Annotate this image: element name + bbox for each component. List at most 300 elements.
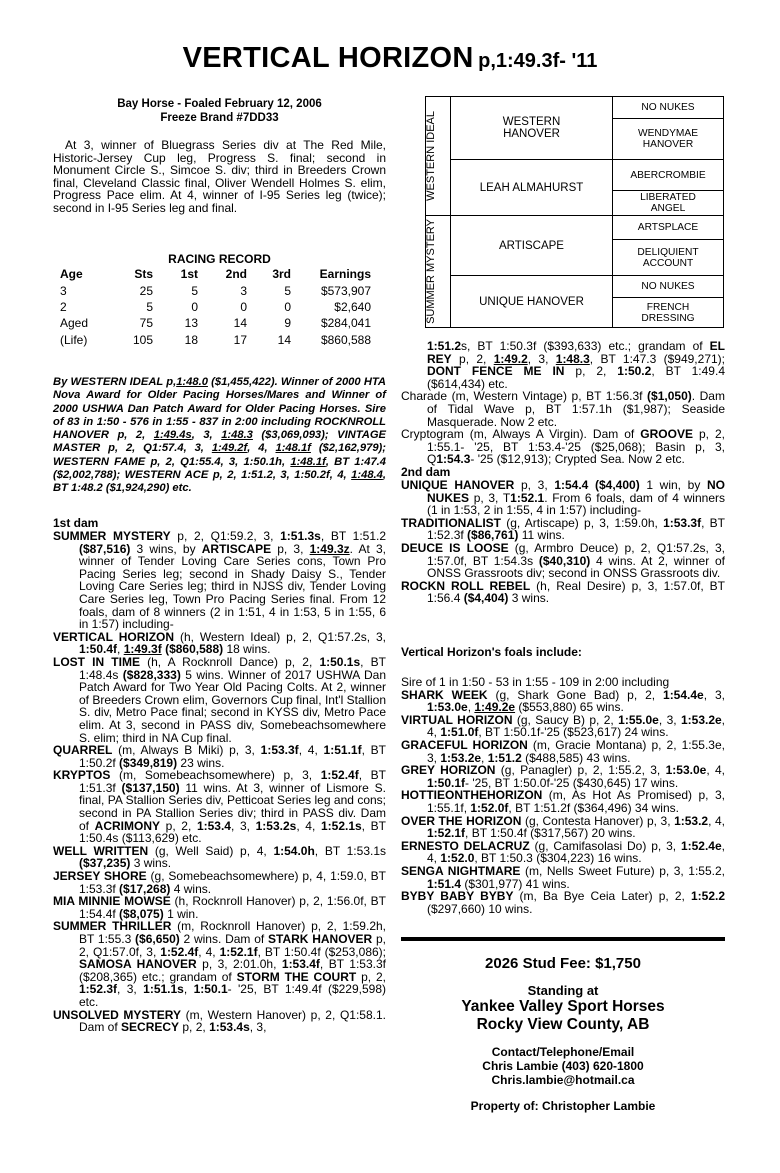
cell: 0: [240, 299, 247, 314]
list-item: [401, 542, 725, 580]
text-span: 1:51.3s: [280, 529, 321, 543]
text-span: p, 2,: [564, 364, 618, 379]
sire-note-text: , 3,: [191, 429, 222, 442]
text-span: . From 6 foals, dam of 4 winners (1 in 1:53, 2 in 1:55, 4 in 1:57) including-: [427, 490, 725, 518]
entry-name: MIA MINNIE MOWSE: [53, 894, 171, 909]
text-span: ($1,050): [647, 389, 692, 404]
page-title: [0, 42, 780, 75]
text-span: 1 win, by: [639, 477, 707, 492]
cell: 14: [277, 332, 291, 347]
pedigree-dam: SUMMER MYSTERY: [425, 219, 437, 324]
text-span: (h, Real Desire) p, 3, 1:57.0f, BT 1:56.4: [427, 578, 726, 606]
bio-line-1: Bay Horse - Foaled February 12, 2006: [117, 98, 322, 110]
first-dam-section: [53, 517, 386, 1034]
text-span: 1:49.3f: [123, 642, 162, 657]
text-span: 1:51.0f: [440, 725, 479, 740]
text-span: , 4,: [198, 944, 220, 959]
text-span: 2 wins. Dam of: [179, 932, 268, 946]
text-span: ACRIMONY: [94, 818, 160, 833]
text-span: 1:52.1s: [320, 818, 362, 833]
text-span: 1:52.4f: [160, 944, 199, 959]
pedigree-dam-sire: ARTISCAPE: [451, 216, 613, 276]
text-span: (g, Panagler) p, 2, 1:55.2, 3,: [495, 763, 666, 778]
text-span: , BT 1:51.2f ($364,496) 34 wins.: [508, 800, 679, 815]
list-item: [53, 530, 386, 631]
text-span: , 4,: [296, 818, 321, 833]
text-span: 1:52.4f: [320, 768, 359, 783]
text-span: 1:53.2e: [440, 750, 482, 765]
text-span: 1:53.4s: [209, 1020, 250, 1035]
text-span: ($6,650): [135, 932, 180, 946]
cell: 5: [284, 283, 291, 298]
pedigree-sire: WESTERN IDEAL: [425, 111, 437, 201]
text-span: , BT 1:47.3 ($949,271);: [589, 351, 725, 366]
text-span: p, 2,: [356, 969, 386, 984]
text-span: (g, Armbro Deuce) p, 2, Q1:57.2s, 3, 1:57.0f, BT 1:54.3s: [427, 540, 725, 568]
text-span: 1:52.0f: [470, 800, 509, 815]
text-span: 1:51.4: [427, 876, 462, 891]
text-span: - '25, BT 1:50.0f-'25 ($430,645) 17 wins.: [465, 775, 679, 790]
entry-name: UNIQUE HANOVER: [401, 477, 515, 492]
second-dam-header: 2nd dam: [401, 464, 451, 479]
text-span: (h, Rocknroll Hanover) p, 2, 1:56.0f, BT 1:54.4f: [79, 894, 386, 921]
text-span: p, 2,: [160, 818, 197, 833]
text-span: ,: [183, 982, 194, 997]
pedigree-g3: ABERCROMBIE: [613, 160, 723, 191]
text-span: STARK HANOVER: [268, 932, 373, 946]
text-span: 1:50.1f: [427, 775, 466, 790]
list-item: [53, 656, 386, 744]
text-span: 1:51.1f: [323, 743, 362, 758]
text-span: ($349,819): [119, 755, 178, 770]
list-item: [53, 920, 386, 1008]
text-span: (g, Saucy B) p, 2,: [512, 712, 619, 727]
text-span: 1:54.4e: [663, 687, 704, 702]
sire-note-text: By WESTERN IDEAL p,: [53, 376, 177, 388]
sire-note-text: ($2,162,979); WESTERN FAME p, 2, Q1:55.4, 3, 1:50.1h,: [53, 442, 386, 468]
list-item: [401, 428, 725, 466]
text-span: (g, Well Said) p, 4,: [148, 843, 274, 858]
first-dam-header: 1st dam: [53, 516, 99, 530]
list-item: [401, 840, 725, 865]
list-item: [53, 631, 386, 656]
text-span: (m, Ba Bye Ceia Later) p, 2,: [513, 889, 691, 904]
text-span: (g, Contesta Hanover) p, 3,: [521, 813, 675, 828]
sire-note-time: 1:49.4s: [153, 429, 192, 442]
col-header: 2nd: [225, 267, 247, 282]
pedigree-g2: WENDYMAE HANOVER: [613, 119, 723, 160]
text-span: ,: [481, 750, 488, 765]
text-span: ($488,585) 43 wins.: [521, 750, 631, 765]
text-span: 23 wins.: [177, 755, 225, 770]
text-span: p, 3,: [514, 477, 555, 492]
text-span: 1:50.2: [617, 364, 652, 379]
divider: [401, 937, 725, 941]
text-span: ($4,400): [588, 477, 640, 492]
entry-name: ROCKN ROLL REBEL: [401, 578, 531, 593]
text-span: (m, Western Hanover) p, 2, Q1:58.1. Dam of: [79, 1007, 386, 1035]
text-span: p, 2, Q1:57.0f, 3,: [79, 932, 387, 959]
text-span: ($828,333): [122, 667, 181, 682]
text-span: 4 wins. At 2, winner of ONSS Grassroots div; second in ONSS Grassroots div.: [427, 553, 726, 581]
text-span: (m, Gracie Montana) p, 2, 1:55.3e, 3,: [427, 737, 725, 765]
pedigree-dam-cell: [426, 216, 451, 327]
cell: 18: [184, 332, 198, 347]
text-span: (g, Somebeachsomewhere) p, 4, 1:59.0, BT 1:53.3f: [79, 869, 386, 896]
farm-location: Rocky View County, AB: [476, 1016, 650, 1033]
text-span: 1:53.2s: [255, 818, 297, 833]
standing-at: Standing at: [527, 983, 599, 998]
foals-intro: Sire of 1 in 1:50 - 53 in 1:55 - 109 in 2:00 including: [401, 675, 670, 689]
text-span: 1:50.4f: [79, 642, 118, 657]
text-span: , BT 1:50.1f-'25 ($523,617) 24 wins.: [478, 725, 669, 740]
text-span: (m, Somebeachsomewhere) p, 3,: [110, 768, 321, 783]
cell: 13: [184, 316, 198, 331]
entry-name: BYBY BABY BYBY: [401, 889, 514, 904]
pedigree-g6: DELIQUIENT ACCOUNT: [613, 240, 723, 276]
text-span: GROOVE: [640, 427, 693, 442]
text-span: , BT 1:51.2: [320, 529, 387, 543]
sire-note-time: 1:48.1f: [275, 442, 311, 455]
pedigree-sire-dam: LEAH ALMAHURST: [451, 160, 613, 216]
text-span: , BT 1:49.4 ($614,434) etc.: [427, 364, 725, 391]
text-span: 1:49.2: [493, 351, 528, 366]
cell: 0: [284, 299, 291, 314]
entry-name: UNSOLVED MYSTERY: [53, 1007, 181, 1022]
entry-name: Cryptogram: [401, 427, 464, 442]
text-span: 1:53.3f: [663, 515, 702, 530]
cell: 17: [233, 332, 247, 347]
sire-note-time: 1:48.0: [176, 376, 208, 388]
text-span: 1:51.2: [487, 750, 522, 765]
text-span: , BT 1:53.3f ($208,365) etc.; grandam of: [79, 957, 386, 984]
entry-name: SUMMER MYSTERY: [53, 529, 171, 543]
entry-name: GREY HORIZON: [401, 763, 496, 778]
entry-name: OVER THE HORIZON: [401, 813, 522, 828]
cell: 5: [191, 283, 198, 298]
horse-name: VERTICAL HORIZON: [182, 42, 474, 74]
sire-note-text: , 4,: [247, 442, 276, 455]
text-span: , BT 1:50.3 ($304,223) 16 wins.: [474, 851, 642, 866]
text-span: (m, Western Vintage) p, BT 1:56.3f: [447, 389, 648, 404]
cell: $573,907: [320, 283, 371, 298]
text-span: 1:54.3: [436, 452, 471, 467]
entry-name: JERSEY SHORE: [53, 869, 147, 884]
pedigree-sire-cell: [426, 97, 451, 216]
list-item: [53, 870, 386, 895]
text-span: , 3,: [658, 712, 681, 727]
text-span: (g, Shark Gone Bad) p, 2,: [487, 687, 664, 702]
text-span: ARTISCAPE: [201, 541, 272, 556]
bio-line-2: Freeze Brand #7DD33: [160, 112, 279, 124]
text-span: 1:50.1s: [319, 654, 361, 669]
text-span: , 4,: [298, 743, 324, 758]
foals-header: Vertical Horizon's foals include:: [401, 645, 582, 659]
sire-note-text: , BT 1:47.4 ($2,002,788); WESTERN ACE p, 2, 1:51.2, 3, 1:50.2f, 4,: [53, 455, 386, 482]
text-span: 1:52.1f: [427, 826, 466, 841]
text-span: p, 2,: [179, 1020, 210, 1035]
text-span: 1:49.2e: [474, 700, 516, 715]
text-span: 18 wins.: [223, 642, 271, 657]
pedigree-g5: ARTSPLACE: [613, 216, 723, 240]
list-item: [401, 580, 725, 605]
text-span: (m, Nells Sweet Future) p, 3, 1:55.2,: [520, 863, 725, 878]
text-span: 1 win.: [163, 906, 199, 921]
col-header: Age: [60, 267, 83, 282]
text-span: 1:53.4f: [281, 957, 320, 972]
col-header: 1st: [180, 267, 198, 282]
cell: 5: [146, 299, 153, 314]
contact-phone: Chris Lambie (403) 620-1800: [482, 1059, 644, 1073]
text-span: ($37,235): [79, 856, 131, 871]
entry-name: DEUCE IS LOOSE: [401, 540, 509, 555]
pedigree-g7: NO NUKES: [613, 276, 723, 298]
text-span: ,: [117, 642, 124, 657]
col-header: Earnings: [319, 267, 371, 282]
text-span: , 3,: [527, 351, 556, 366]
text-span: 1:53.0e: [665, 763, 707, 778]
stud-info: [401, 955, 725, 1113]
list-item: [401, 340, 725, 390]
text-span: 1:53.3f: [260, 743, 299, 758]
text-span: 1:52.1f: [219, 944, 258, 959]
horse-record: p,1:49.3f- '11: [478, 50, 598, 72]
text-span: (h, A Rocknroll Dance) p, 2,: [139, 654, 320, 669]
text-span: , BT 1:51.3f: [79, 768, 386, 795]
text-span: 5 wins. Winner of 2017 USHWA Dan Patch Award for Two Year Old Pacing Colts. At 2, winner of Breeders Crown elim, Governors Cup final, Int'l Stallion S. div, Metro Pace final; second in KYSS div, Metro Pace elim. At 3, second in PASS div, Somebeachsomewhere S. elim; third in NA Cup final.: [79, 667, 386, 745]
cell: 75: [139, 316, 153, 331]
pedigree-dam-dam: UNIQUE HANOVER: [451, 276, 613, 327]
text-span: ($86,761): [467, 528, 519, 543]
text-span: ($87,516): [79, 541, 131, 556]
text-span: 3 wins.: [130, 856, 172, 871]
text-span: ,: [467, 700, 475, 715]
cell: $860,588: [320, 332, 371, 347]
text-span: , 4,: [427, 838, 725, 866]
text-span: 11 wins. At 3, winner of Lismore S. final, PA Stallion Series div, Petticoat Series leg and cons; second in PA Stallion Series div; third in PASS div. Dam of: [79, 780, 387, 833]
text-span: 1:53.2: [674, 813, 709, 828]
cell: $2,640: [334, 299, 371, 314]
text-span: (g, Camifasolasi Do) p, 3,: [529, 838, 681, 853]
stud-fee: 2026 Stud Fee: $1,750: [485, 955, 641, 972]
cell: 2: [60, 299, 67, 314]
text-span: SAMOSA HANOVER: [79, 957, 197, 972]
text-span: (m, As Hot As Promised) p, 3, 1:55.1f,: [427, 788, 725, 815]
list-item: [53, 1009, 386, 1034]
text-span: 1:51.1s: [143, 982, 184, 997]
text-span: s, BT 1:50.3f ($393,633) etc.; grandam of: [461, 339, 710, 353]
text-span: p, 2, 1:55.1- '25, BT 1:53.4-'25 ($25,068); Basin p, 3, Q: [427, 427, 726, 467]
entry-name: ERNESTO DELACRUZ: [401, 838, 530, 853]
text-span: 11 wins.: [518, 528, 565, 543]
text-span: , BT 1:52.3f: [427, 515, 725, 543]
list-item: [53, 895, 386, 920]
list-item: [401, 714, 725, 739]
text-span: - '25 ($12,913); Crypted Sea. Now 2 etc.: [470, 452, 685, 467]
text-span: 3 wins, by: [130, 541, 202, 556]
pedigree-g1: NO NUKES: [613, 97, 723, 119]
text-span: , 4,: [706, 763, 725, 778]
entry-name: SHARK WEEK: [401, 687, 488, 702]
text-span: , BT 1:50.4f ($253,086);: [257, 944, 386, 959]
text-span: ($137,150): [121, 780, 180, 795]
sire-note: [53, 376, 386, 496]
cell: 25: [139, 283, 153, 298]
foals-section: [401, 676, 725, 915]
text-span: , 4,: [427, 712, 726, 740]
entry-name: SUMMER THRILLER: [53, 919, 172, 934]
text-span: (m, Always B Miki) p, 3,: [112, 743, 261, 758]
entry-name: WELL WRITTEN: [53, 843, 149, 858]
text-span: p, 2, Q1:59.2, 3,: [170, 529, 281, 543]
text-span: 1:55.0e: [618, 712, 659, 727]
cell: 105: [132, 332, 153, 347]
text-span: , 3,: [117, 982, 144, 997]
entry-name: LOST IN TIME: [53, 654, 140, 669]
sire-note-text: , BT 1:48.2 ($1,924,290) etc.: [53, 469, 386, 495]
list-item: [401, 517, 725, 542]
sire-note-text: ($3,069,093); VINTAGE MASTER p, 2, Q1:57.4, 3,: [53, 429, 387, 455]
cell: Aged: [60, 316, 89, 331]
text-span: , BT 1:50.4s ($113,629) etc.: [79, 818, 386, 846]
pedigree-g8: FRENCH DRESSING: [641, 301, 695, 324]
text-span: 1:50.1: [193, 982, 228, 997]
text-span: (m, Always A Virgin). Dam of: [463, 427, 641, 442]
entry-name: HOTTIEONTHEHORIZON: [401, 788, 543, 803]
text-span: 1:52.3f: [79, 982, 118, 997]
text-span: ($297,660) 10 wins.: [427, 901, 533, 916]
text-span: , 3,: [703, 687, 725, 702]
bio-block: [53, 97, 386, 125]
contact-email: Chris.lambie@hotmail.ca: [491, 1073, 635, 1087]
sire-note-time: 1:49.2f: [211, 442, 248, 455]
list-item: [53, 769, 386, 845]
cell: $284,041: [320, 316, 371, 331]
table-row: [60, 282, 371, 298]
entry-name: KRYPTOS: [53, 768, 111, 783]
text-span: p, 3, T: [469, 490, 511, 505]
cell: 0: [191, 299, 198, 314]
intro-paragraph: At 3, winner of Bluegrass Series div at The Red Mile, Historic-Jersey Cup leg, Progress S. final; second in Monument Circle S., Simcoe S. div; third in Breeders Crown final, Cleveland Classic final, Oliver Wendell Holmes S. elim, Progress Pace elim. At 4, winner of I-95 Series leg (twice); second in I-95 Series leg and final.: [53, 138, 386, 215]
text-span: NO NUKES: [427, 477, 725, 505]
list-item: [401, 865, 725, 890]
text-span: , BT 1:53.1s: [314, 843, 386, 858]
sire-note-text: ($1,455,422). Winner of 2000 HTA Nova Award for Older Pacing Horses/Mares and Winner of 2000 USHWA Dan Patch Award for Older Pacing Horses. Sire of 83 in 1:50 - 576 in 1:55 - 837 in 2:00 including ROCKNROLL HANOVER p, 2,: [53, 376, 386, 442]
entry-name: TRADITIONALIST: [401, 515, 501, 530]
pedigree-chart: [425, 96, 724, 328]
list-item: [53, 744, 386, 769]
text-span: , BT 1:50.4f ($317,567) 20 wins.: [465, 826, 636, 841]
text-span: - '25, BT 1:49.4f ($229,598) etc.: [79, 982, 387, 1009]
list-item: [53, 845, 386, 870]
text-span: . Dam of Tidal Wave p, BT 1:57.1h ($1,987); Seaside Masquerade. Now 2 etc.: [427, 389, 725, 429]
text-span: 1:54.4: [554, 477, 589, 492]
text-span: 1:54.0h: [273, 843, 315, 858]
text-span: 1:52.4e: [680, 838, 722, 853]
list-item: [401, 789, 725, 814]
list-item: [401, 815, 725, 840]
text-span: EL REY: [427, 339, 725, 366]
racing-record-title: RACING RECORD: [168, 252, 271, 266]
text-span: SECRECY: [121, 1020, 180, 1035]
text-span: . At 3, winner of Tender Loving Care Series cons, Town Pro Pacing Series leg; second in Shady Daisy S., Tender Loving Care Series leg; third in NJSS div, Tender Loving Care Series leg, Town Pro Pacing Series final. From 12 foals, dam of 8 winners (2 in 1:51, 4 in 1:53, 5 in 1:55, 6 in 1:57) including-: [79, 541, 386, 632]
text-span: , 4,: [708, 813, 725, 828]
text-span: 1:48.3: [555, 351, 590, 366]
text-span: ($17,268): [119, 881, 171, 896]
sire-note-time: 1:48.3: [221, 429, 253, 442]
text-span: 1:52.2: [690, 889, 725, 904]
list-item: [401, 890, 725, 915]
text-span: 3 wins.: [508, 591, 550, 606]
col-header: Sts: [134, 267, 153, 282]
text-span: (g, Artiscape) p, 3, 1:59.0h,: [501, 515, 664, 530]
text-span: 1:52.0: [440, 851, 475, 866]
sire-note-time: 1:48.1f: [290, 455, 326, 468]
col-header: 3rd: [272, 267, 291, 282]
text-span: p, 3,: [271, 541, 310, 556]
contact-label: Contact/Telephone/Email: [491, 1045, 635, 1059]
text-span: , BT 1:50.2f: [79, 743, 387, 770]
property-of: Property of: Christopher Lambie: [470, 1099, 656, 1113]
racing-record-table: [60, 266, 371, 348]
entry-name: VIRTUAL HORIZON: [401, 712, 513, 727]
text-span: (h, Western Ideal) p, 2, Q1:57.2s, 3,: [174, 629, 386, 644]
list-item: [401, 479, 725, 517]
text-span: , 3,: [249, 1020, 267, 1035]
text-span: p, 3, 2:01.0h,: [196, 957, 282, 972]
cell: 9: [284, 316, 291, 331]
text-span: ($40,310): [538, 553, 591, 568]
cell: 3: [60, 283, 67, 298]
cell: 3: [240, 283, 247, 298]
table-row: [60, 299, 371, 315]
entry-name: SENGA NIGHTMARE: [401, 863, 521, 878]
table-row: [60, 332, 371, 348]
racing-record-header-row: [60, 266, 371, 282]
pedigree-g4: LIBERATED ANGEL: [613, 191, 723, 216]
list-item: [401, 764, 725, 789]
list-item: [401, 739, 725, 764]
sire-note-time: 1:48.4: [351, 469, 383, 482]
farm-name: Yankee Valley Sport Horses: [461, 998, 665, 1015]
text-span: 1:51.2: [427, 339, 462, 353]
entry-name: GRACEFUL HORIZON: [401, 737, 528, 752]
cell: (Life): [60, 332, 88, 347]
table-row: [60, 315, 371, 331]
text-span: 1:53.4: [196, 818, 231, 833]
cell: 14: [233, 316, 247, 331]
dam-continued-section: [401, 340, 725, 605]
text-span: 4 wins.: [170, 881, 212, 896]
text-span: 1:53.2e: [680, 712, 722, 727]
text-span: STORM THE COURT: [236, 969, 357, 984]
text-span: ($4,404): [463, 591, 509, 606]
list-item: [401, 390, 725, 428]
text-span: DONT FENCE ME IN: [427, 364, 565, 379]
text-span: ($8,075): [119, 906, 164, 921]
list-item: [401, 689, 725, 714]
text-span: ($553,880) 65 wins.: [515, 700, 624, 715]
text-span: p, 2,: [451, 351, 494, 366]
entry-name: Charade: [401, 389, 448, 404]
text-span: ($301,977) 41 wins.: [461, 876, 570, 891]
text-span: ($860,588): [161, 642, 224, 657]
text-span: (m, Rocknroll Hanover) p, 2, 1:59.2h, BT 1:55.3: [79, 919, 386, 946]
entry-name: QUARREL: [53, 743, 113, 758]
text-span: , BT 1:48.4s: [79, 654, 386, 682]
text-span: , 3,: [230, 818, 256, 833]
text-span: 1:49.3z: [309, 541, 350, 556]
